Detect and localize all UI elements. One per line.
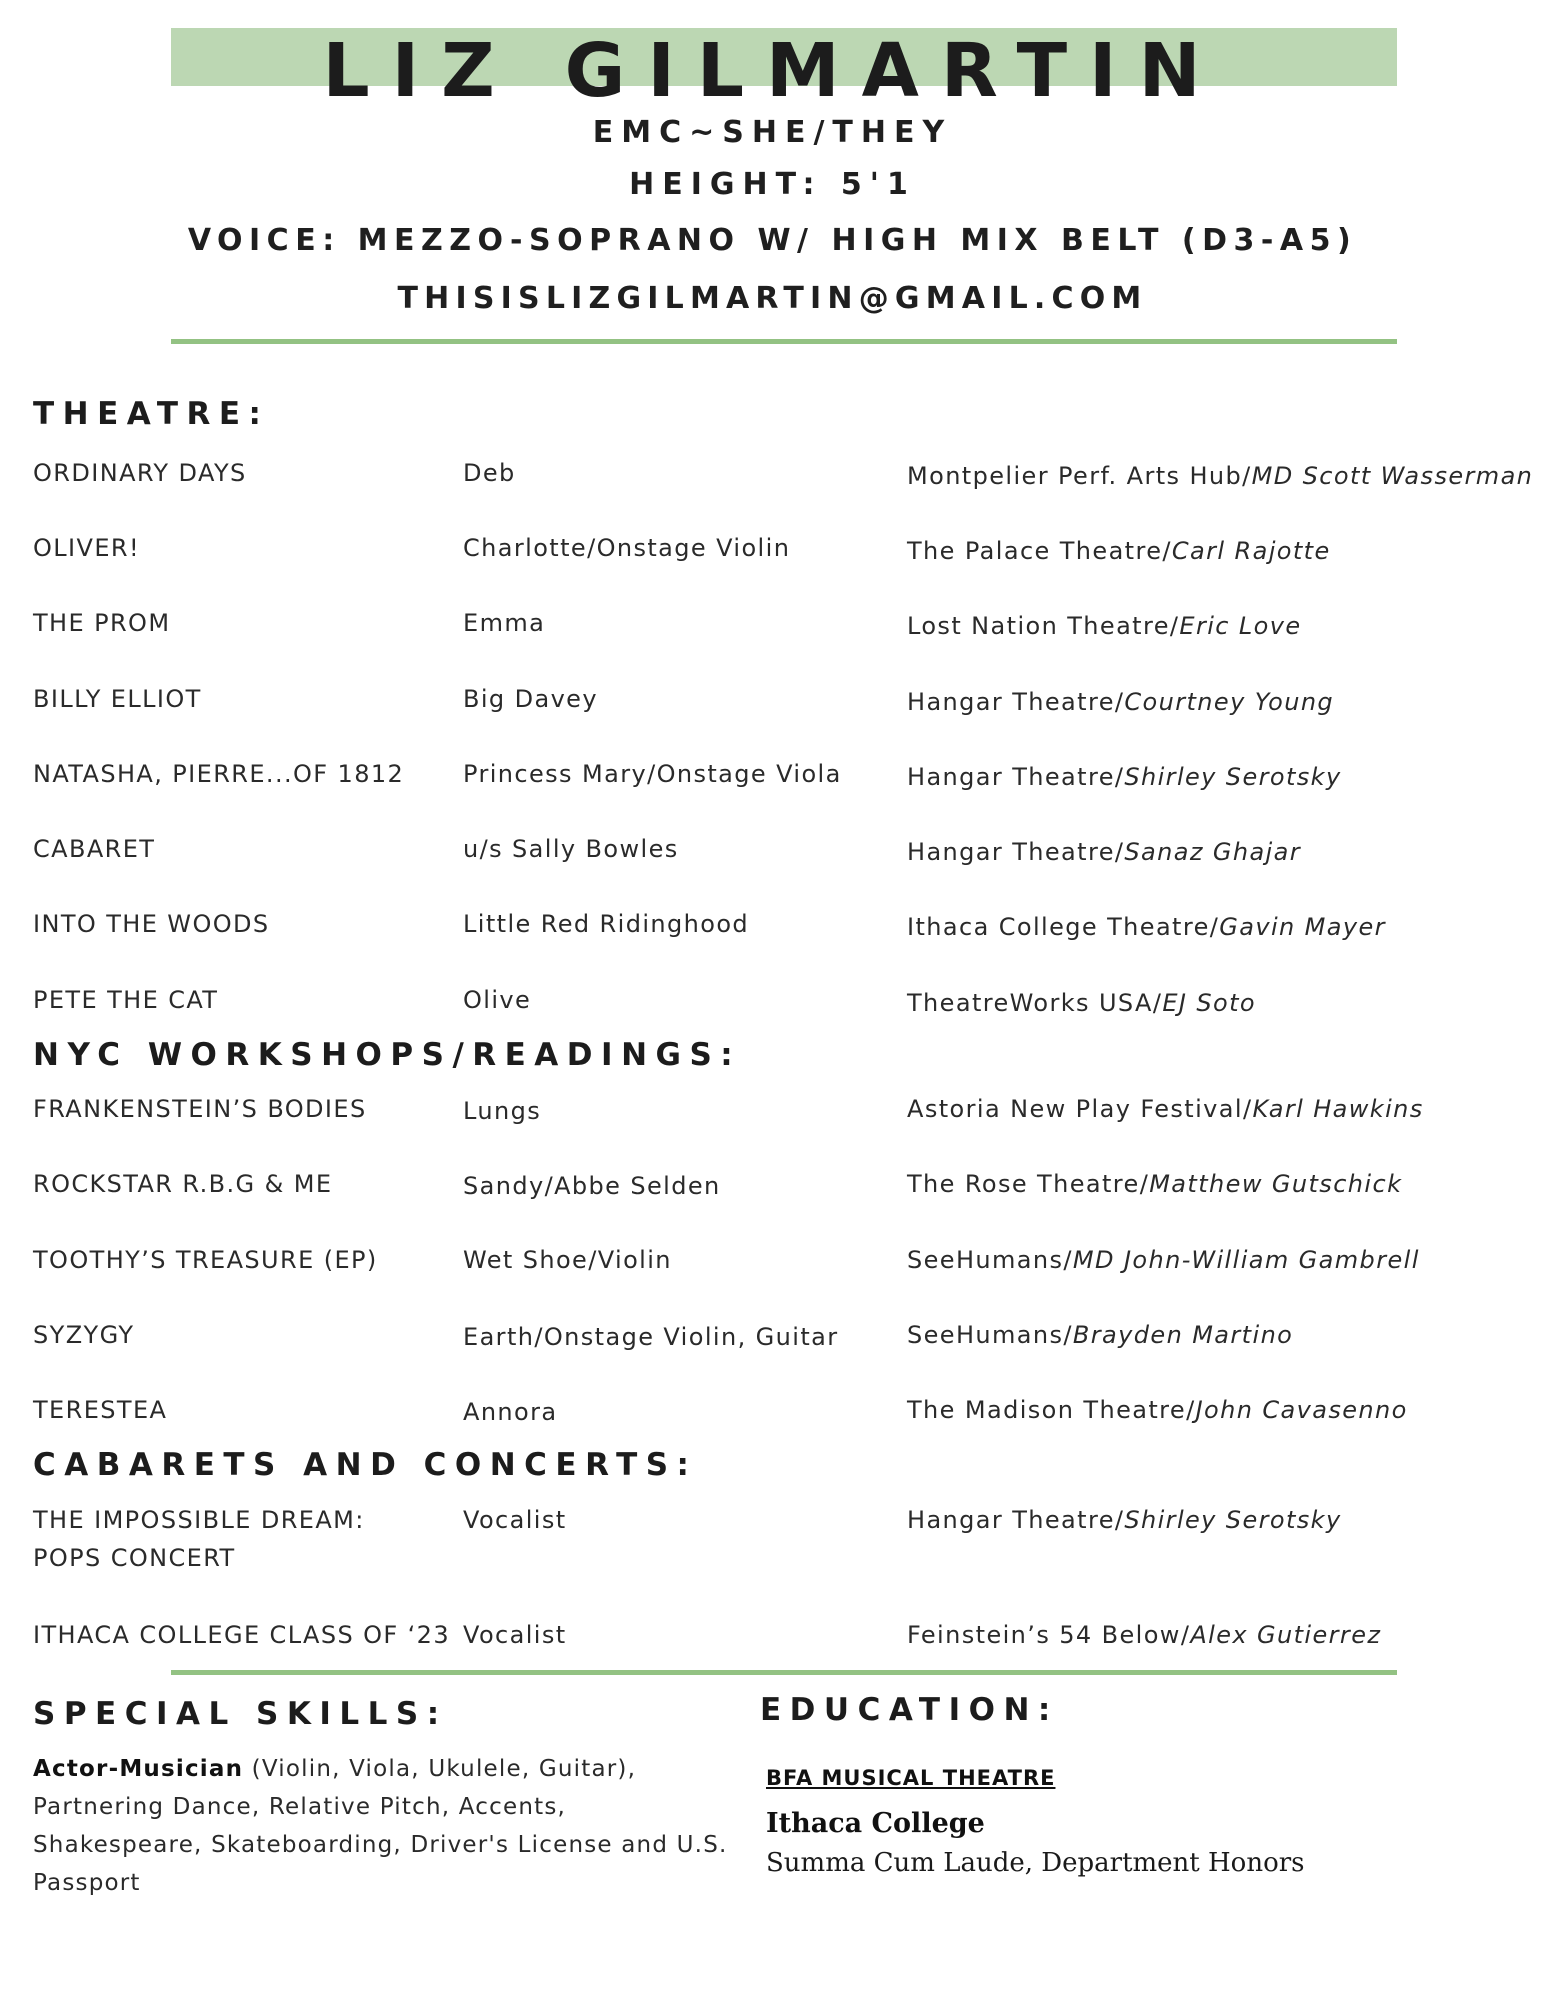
height: HEIGHT: 5'1 bbox=[629, 167, 916, 202]
venue-director: Montpelier Perf. Arts Hub/MD Scott Wasserman bbox=[907, 462, 1534, 490]
workshops-heading: NYC WORKSHOPS/READINGS: bbox=[33, 1037, 742, 1073]
role: Emma bbox=[463, 609, 546, 637]
role: Wet Shoe/Violin bbox=[463, 1246, 672, 1274]
venue-director: SeeHumans/MD John-William Gambrell bbox=[907, 1246, 1420, 1274]
venue-director: Hangar Theatre/Shirley Serotsky bbox=[907, 763, 1342, 791]
venue-director: Hangar Theatre/Courtney Young bbox=[907, 688, 1335, 716]
honors: Summa Cum Laude, Department Honors bbox=[766, 1848, 1305, 1878]
show-title: OLIVER! bbox=[33, 534, 141, 562]
show-title: TERESTEA bbox=[33, 1396, 168, 1424]
show-title: THE PROM bbox=[33, 609, 171, 637]
credit-row bbox=[0, 680, 1545, 750]
role: Big Davey bbox=[463, 685, 598, 713]
voice-type: VOICE: MEZZO-SOPRANO W/ HIGH MIX BELT (D3-A5) bbox=[187, 223, 1358, 258]
show-title: BILLY ELLIOT bbox=[33, 685, 202, 713]
credit-row bbox=[0, 905, 1545, 975]
show-title: INTO THE WOODS bbox=[33, 910, 270, 938]
venue-director: The Madison Theatre/John Cavasenno bbox=[907, 1396, 1408, 1424]
role: Earth/Onstage Violin, Guitar bbox=[463, 1323, 839, 1351]
role: Sandy/Abbe Selden bbox=[463, 1172, 721, 1200]
degree: BFA MUSICAL THEATRE bbox=[766, 1766, 1056, 1790]
show-title: NATASHA, PIERRE...OF 1812 bbox=[33, 760, 405, 788]
role: Charlotte/Onstage Violin bbox=[463, 534, 791, 562]
email[interactable]: THISISLIZGILMARTIN@GMAIL.COM bbox=[397, 281, 1148, 316]
role: Vocalist bbox=[463, 1506, 567, 1534]
role: u/s Sally Bowles bbox=[463, 835, 679, 863]
credit-row bbox=[0, 1501, 1545, 1581]
credit-row bbox=[0, 604, 1545, 674]
venue-director: TheatreWorks USA/EJ Soto bbox=[907, 989, 1257, 1017]
skills-text: Actor-Musician (Violin, Viola, Ukulele, Guitar), Partnering Dance, Relative Pitch, Accents, Shakespeare, Skateboarding, Driver's License and U.S. Passport bbox=[33, 1756, 728, 1896]
show-title: ITHACA COLLEGE CLASS OF ‘23 bbox=[33, 1621, 451, 1649]
venue-director: Hangar Theatre/Sanaz Ghajar bbox=[907, 838, 1302, 866]
school: Ithaca College bbox=[766, 1808, 985, 1839]
venue-director: The Rose Theatre/Matthew Gutschick bbox=[907, 1170, 1403, 1198]
role: Princess Mary/Onstage Viola bbox=[463, 760, 842, 788]
credit-row bbox=[0, 1165, 1545, 1235]
show-title: PETE THE CAT bbox=[33, 986, 219, 1014]
role: Vocalist bbox=[463, 1621, 567, 1649]
venue-director: Feinstein’s 54 Below/Alex Gutierrez bbox=[907, 1621, 1382, 1649]
credit-row bbox=[0, 755, 1545, 825]
credit-row bbox=[0, 529, 1545, 599]
role: Lungs bbox=[463, 1097, 542, 1125]
show-title: ORDINARY DAYS bbox=[33, 459, 247, 487]
venue-director: Lost Nation Theatre/Eric Love bbox=[907, 612, 1302, 640]
role: Little Red Ridinghood bbox=[463, 910, 750, 938]
credit-row bbox=[0, 1241, 1545, 1311]
venue-director: SeeHumans/Brayden Martino bbox=[907, 1321, 1294, 1349]
venue-director: Ithaca College Theatre/Gavin Mayer bbox=[907, 913, 1386, 941]
show-title: ROCKSTAR R.B.G & ME bbox=[33, 1170, 333, 1198]
skills-heading: SPECIAL SKILLS: bbox=[33, 1696, 448, 1732]
footer-divider bbox=[171, 1670, 1397, 1675]
applicant-name: LIZ GILMARTIN bbox=[322, 28, 1223, 114]
education-heading: EDUCATION: bbox=[760, 1692, 1059, 1728]
show-title: FRANKENSTEIN’S BODIES bbox=[33, 1095, 367, 1123]
header-divider bbox=[171, 339, 1397, 344]
cabarets-heading: CABARETS AND CONCERTS: bbox=[33, 1447, 698, 1483]
show-title: SYZYGY bbox=[33, 1321, 135, 1349]
show-title: THE IMPOSSIBLE DREAM: POPS CONCERT bbox=[33, 1506, 365, 1572]
role: Olive bbox=[463, 986, 532, 1014]
credit-row bbox=[0, 830, 1545, 900]
role: Annora bbox=[463, 1398, 558, 1426]
venue-director: Astoria New Play Festival/Karl Hawkins bbox=[907, 1095, 1424, 1123]
credit-row bbox=[0, 454, 1545, 524]
credit-row bbox=[0, 1090, 1545, 1160]
credit-row bbox=[0, 1316, 1545, 1386]
theatre-heading: THEATRE: bbox=[33, 396, 270, 432]
venue-director: Hangar Theatre/Shirley Serotsky bbox=[907, 1506, 1342, 1534]
venue-director: The Palace Theatre/Carl Rajotte bbox=[907, 537, 1331, 565]
show-title: CABARET bbox=[33, 835, 156, 863]
role: Deb bbox=[463, 459, 516, 487]
pronouns: EMC~SHE/THEY bbox=[592, 115, 953, 150]
show-title: TOOTHY’S TREASURE (EP) bbox=[33, 1246, 378, 1274]
credit-row bbox=[0, 1616, 1545, 1686]
